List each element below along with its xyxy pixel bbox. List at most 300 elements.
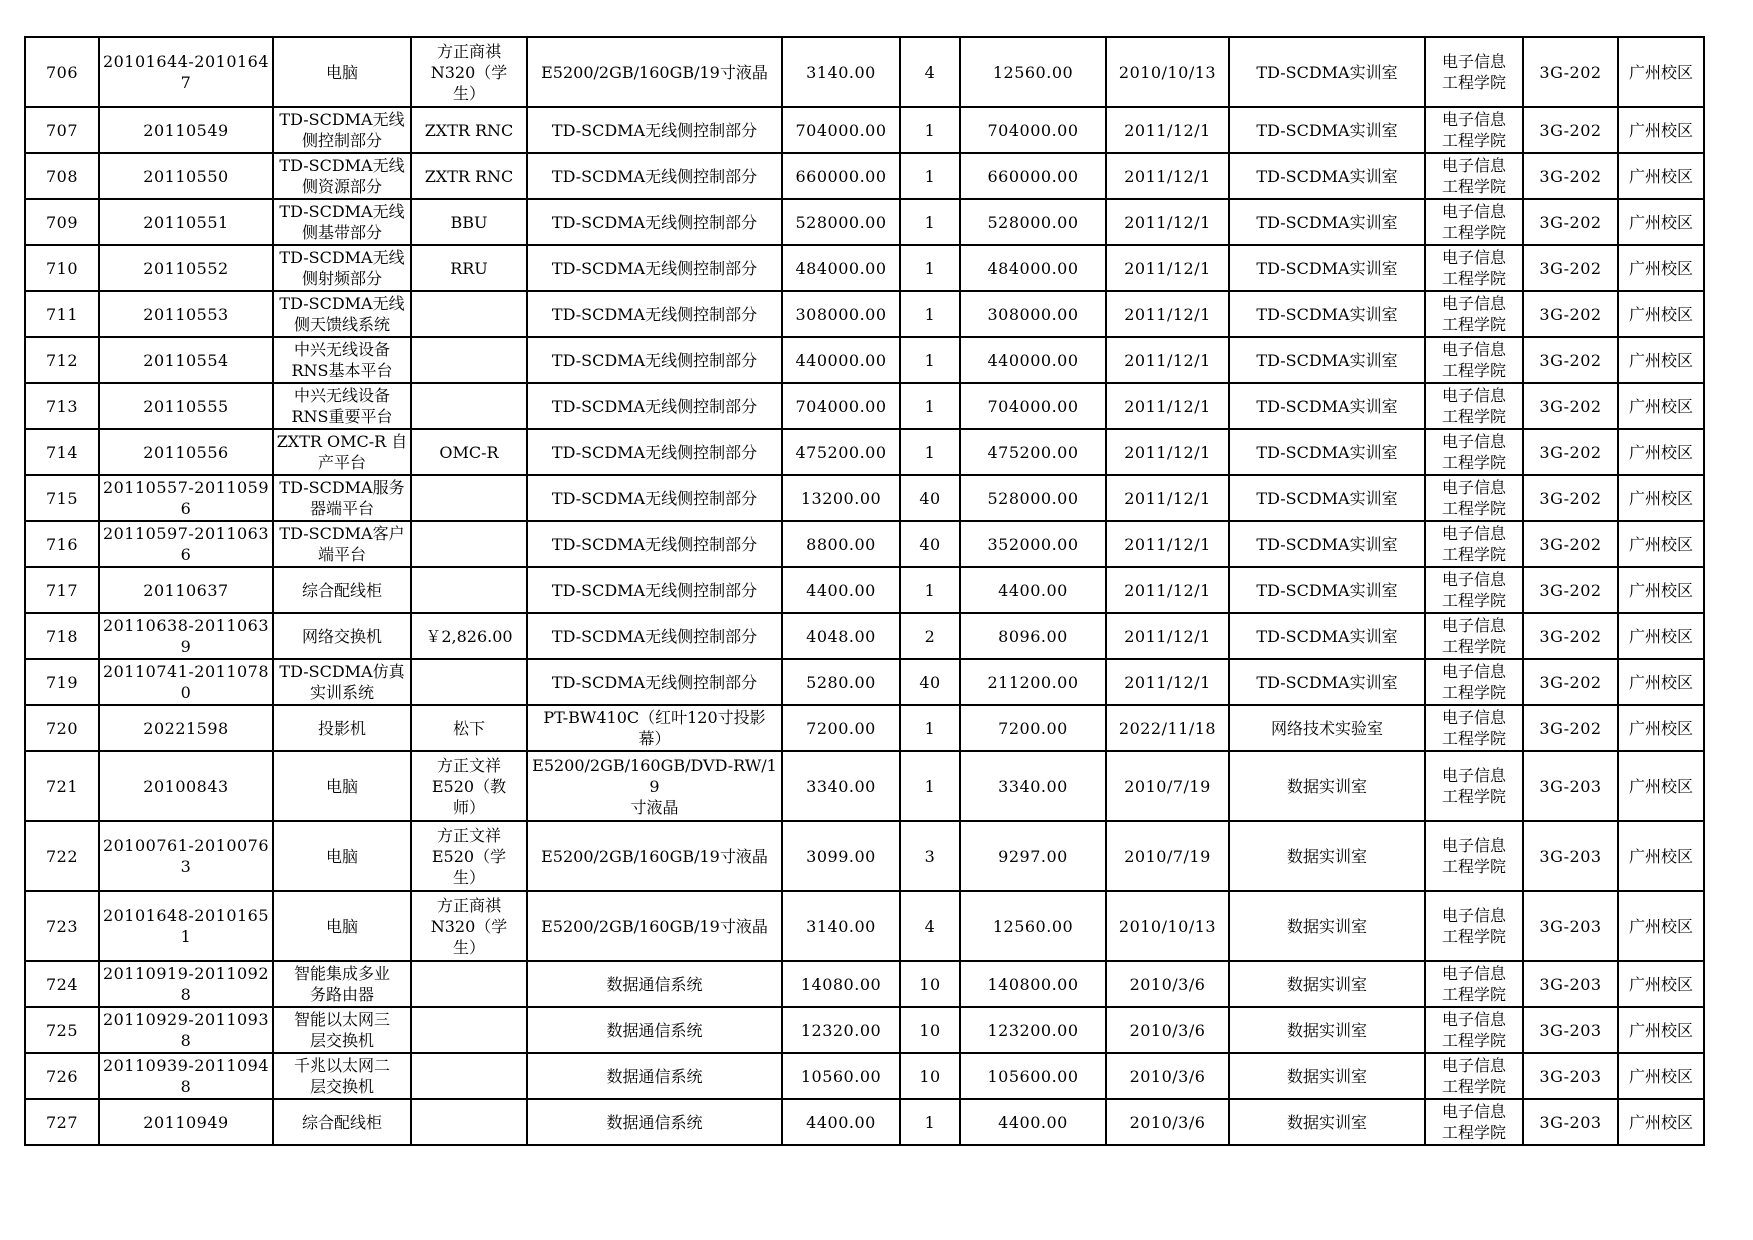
room-cell: 3G-203 <box>1523 1099 1618 1145</box>
unit-price-cell: 8800.00 <box>782 521 900 567</box>
asset-name-cell: 中兴无线设备 RNS重要平台 <box>273 383 411 429</box>
room-cell: 3G-203 <box>1523 751 1618 821</box>
quantity-cell: 10 <box>900 1007 960 1053</box>
campus-cell: 广州校区 <box>1618 567 1704 613</box>
total-price-cell: 105600.00 <box>960 1053 1106 1099</box>
row-number-cell: 720 <box>25 705 99 751</box>
table-row <box>25 429 1704 475</box>
model-cell <box>411 291 527 337</box>
unit-price-cell: 704000.00 <box>782 107 900 153</box>
row-number-cell: 713 <box>25 383 99 429</box>
unit-price-cell: 14080.00 <box>782 961 900 1007</box>
lab-cell: TD-SCDMA实训室 <box>1229 291 1425 337</box>
model-cell <box>411 1007 527 1053</box>
spec-cell: TD-SCDMA无线侧控制部分 <box>527 475 782 521</box>
asset-name-cell: TD-SCDMA无线 侧基带部分 <box>273 199 411 245</box>
table-row <box>25 383 1704 429</box>
total-price-cell: 123200.00 <box>960 1007 1106 1053</box>
department-cell: 电子信息 工程学院 <box>1425 1053 1523 1099</box>
spec-cell: TD-SCDMA无线侧控制部分 <box>527 153 782 199</box>
unit-price-cell: 7200.00 <box>782 705 900 751</box>
lab-cell: TD-SCDMA实训室 <box>1229 567 1425 613</box>
spec-cell: TD-SCDMA无线侧控制部分 <box>527 291 782 337</box>
asset-id-cell: 20101644-20101647 <box>99 37 273 107</box>
unit-price-cell: 3140.00 <box>782 891 900 961</box>
asset-name-cell: 电脑 <box>273 891 411 961</box>
purchase-date-cell: 2010/10/13 <box>1106 891 1229 961</box>
total-price-cell: 4400.00 <box>960 567 1106 613</box>
asset-id-cell: 20110552 <box>99 245 273 291</box>
asset-id-cell: 20110553 <box>99 291 273 337</box>
lab-cell: TD-SCDMA实训室 <box>1229 107 1425 153</box>
campus-cell: 广州校区 <box>1618 821 1704 891</box>
row-number-cell: 706 <box>25 37 99 107</box>
table-row <box>25 705 1704 751</box>
total-price-cell: 528000.00 <box>960 199 1106 245</box>
campus-cell: 广州校区 <box>1618 291 1704 337</box>
quantity-cell: 1 <box>900 705 960 751</box>
quantity-cell: 1 <box>900 107 960 153</box>
purchase-date-cell: 2010/7/19 <box>1106 751 1229 821</box>
row-number-cell: 711 <box>25 291 99 337</box>
spec-cell: TD-SCDMA无线侧控制部分 <box>527 567 782 613</box>
purchase-date-cell: 2011/12/1 <box>1106 567 1229 613</box>
model-cell: ￥2,826.00 <box>411 613 527 659</box>
room-cell: 3G-202 <box>1523 199 1618 245</box>
asset-name-cell: ZXTR OMC-R 自 产平台 <box>273 429 411 475</box>
department-cell: 电子信息 工程学院 <box>1425 153 1523 199</box>
campus-cell: 广州校区 <box>1618 659 1704 705</box>
lab-cell: 数据实训室 <box>1229 751 1425 821</box>
lab-cell: 数据实训室 <box>1229 961 1425 1007</box>
unit-price-cell: 484000.00 <box>782 245 900 291</box>
department-cell: 电子信息 工程学院 <box>1425 291 1523 337</box>
unit-price-cell: 308000.00 <box>782 291 900 337</box>
purchase-date-cell: 2010/3/6 <box>1106 1007 1229 1053</box>
campus-cell: 广州校区 <box>1618 613 1704 659</box>
row-number-cell: 721 <box>25 751 99 821</box>
asset-name-cell: 电脑 <box>273 751 411 821</box>
purchase-date-cell: 2011/12/1 <box>1106 429 1229 475</box>
model-cell: 方正商祺 N320（学 生） <box>411 37 527 107</box>
quantity-cell: 1 <box>900 291 960 337</box>
row-number-cell: 719 <box>25 659 99 705</box>
department-cell: 电子信息 工程学院 <box>1425 567 1523 613</box>
campus-cell: 广州校区 <box>1618 521 1704 567</box>
asset-id-cell: 20110550 <box>99 153 273 199</box>
row-number-cell: 716 <box>25 521 99 567</box>
asset-id-cell: 20110637 <box>99 567 273 613</box>
asset-id-cell: 20100843 <box>99 751 273 821</box>
model-cell <box>411 961 527 1007</box>
campus-cell: 广州校区 <box>1618 961 1704 1007</box>
total-price-cell: 704000.00 <box>960 107 1106 153</box>
asset-name-cell: 电脑 <box>273 37 411 107</box>
total-price-cell: 7200.00 <box>960 705 1106 751</box>
total-price-cell: 211200.00 <box>960 659 1106 705</box>
unit-price-cell: 3099.00 <box>782 821 900 891</box>
model-cell <box>411 1053 527 1099</box>
total-price-cell: 484000.00 <box>960 245 1106 291</box>
room-cell: 3G-202 <box>1523 291 1618 337</box>
row-number-cell: 712 <box>25 337 99 383</box>
lab-cell: 数据实训室 <box>1229 1053 1425 1099</box>
spec-cell: PT-BW410C（红叶120寸投影 幕） <box>527 705 782 751</box>
department-cell: 电子信息 工程学院 <box>1425 37 1523 107</box>
room-cell: 3G-202 <box>1523 337 1618 383</box>
department-cell: 电子信息 工程学院 <box>1425 751 1523 821</box>
model-cell: 方正文祥 E520（学 生） <box>411 821 527 891</box>
purchase-date-cell: 2010/10/13 <box>1106 37 1229 107</box>
model-cell <box>411 521 527 567</box>
asset-name-cell: TD-SCDMA仿真 实训系统 <box>273 659 411 705</box>
spec-cell: TD-SCDMA无线侧控制部分 <box>527 245 782 291</box>
row-number-cell: 726 <box>25 1053 99 1099</box>
lab-cell: TD-SCDMA实训室 <box>1229 613 1425 659</box>
table-row <box>25 153 1704 199</box>
spec-cell: TD-SCDMA无线侧控制部分 <box>527 659 782 705</box>
department-cell: 电子信息 工程学院 <box>1425 1007 1523 1053</box>
purchase-date-cell: 2011/12/1 <box>1106 659 1229 705</box>
lab-cell: 数据实训室 <box>1229 891 1425 961</box>
row-number-cell: 725 <box>25 1007 99 1053</box>
asset-name-cell: TD-SCDMA客户 端平台 <box>273 521 411 567</box>
total-price-cell: 475200.00 <box>960 429 1106 475</box>
asset-name-cell: 千兆以太网二 层交换机 <box>273 1053 411 1099</box>
unit-price-cell: 4048.00 <box>782 613 900 659</box>
model-cell: ZXTR RNC <box>411 107 527 153</box>
room-cell: 3G-203 <box>1523 961 1618 1007</box>
asset-id-cell: 20110949 <box>99 1099 273 1145</box>
table-row <box>25 521 1704 567</box>
row-number-cell: 707 <box>25 107 99 153</box>
row-number-cell: 723 <box>25 891 99 961</box>
campus-cell: 广州校区 <box>1618 245 1704 291</box>
asset-name-cell: 投影机 <box>273 705 411 751</box>
spec-cell: TD-SCDMA无线侧控制部分 <box>527 199 782 245</box>
spec-cell: TD-SCDMA无线侧控制部分 <box>527 107 782 153</box>
room-cell: 3G-202 <box>1523 705 1618 751</box>
asset-id-cell: 20110741-20110780 <box>99 659 273 705</box>
quantity-cell: 1 <box>900 199 960 245</box>
row-number-cell: 717 <box>25 567 99 613</box>
quantity-cell: 40 <box>900 659 960 705</box>
lab-cell: 网络技术实验室 <box>1229 705 1425 751</box>
asset-name-cell: 综合配线柜 <box>273 1099 411 1145</box>
department-cell: 电子信息 工程学院 <box>1425 245 1523 291</box>
room-cell: 3G-202 <box>1523 521 1618 567</box>
table-row <box>25 199 1704 245</box>
lab-cell: TD-SCDMA实训室 <box>1229 429 1425 475</box>
total-price-cell: 140800.00 <box>960 961 1106 1007</box>
campus-cell: 广州校区 <box>1618 153 1704 199</box>
department-cell: 电子信息 工程学院 <box>1425 199 1523 245</box>
quantity-cell: 1 <box>900 1099 960 1145</box>
asset-name-cell: TD-SCDMA无线 侧射频部分 <box>273 245 411 291</box>
lab-cell: TD-SCDMA实训室 <box>1229 199 1425 245</box>
total-price-cell: 12560.00 <box>960 37 1106 107</box>
table-row <box>25 245 1704 291</box>
purchase-date-cell: 2010/3/6 <box>1106 1053 1229 1099</box>
model-cell <box>411 383 527 429</box>
room-cell: 3G-202 <box>1523 613 1618 659</box>
model-cell: 方正文祥 E520（教 师） <box>411 751 527 821</box>
spec-cell: 数据通信系统 <box>527 1007 782 1053</box>
asset-name-cell: TD-SCDMA无线 侧资源部分 <box>273 153 411 199</box>
spec-cell: TD-SCDMA无线侧控制部分 <box>527 337 782 383</box>
campus-cell: 广州校区 <box>1618 1053 1704 1099</box>
asset-name-cell: 中兴无线设备 RNS基本平台 <box>273 337 411 383</box>
purchase-date-cell: 2010/3/6 <box>1106 1099 1229 1145</box>
table-row <box>25 751 1704 821</box>
quantity-cell: 10 <box>900 1053 960 1099</box>
asset-id-cell: 20110919-20110928 <box>99 961 273 1007</box>
spec-cell: E5200/2GB/160GB/19寸液晶 <box>527 37 782 107</box>
campus-cell: 广州校区 <box>1618 1099 1704 1145</box>
unit-price-cell: 704000.00 <box>782 383 900 429</box>
department-cell: 电子信息 工程学院 <box>1425 429 1523 475</box>
room-cell: 3G-203 <box>1523 891 1618 961</box>
asset-name-cell: TD-SCDMA服务 器端平台 <box>273 475 411 521</box>
purchase-date-cell: 2011/12/1 <box>1106 245 1229 291</box>
campus-cell: 广州校区 <box>1618 751 1704 821</box>
asset-id-cell: 20110549 <box>99 107 273 153</box>
table-row <box>25 821 1704 891</box>
spec-cell: TD-SCDMA无线侧控制部分 <box>527 521 782 567</box>
total-price-cell: 9297.00 <box>960 821 1106 891</box>
lab-cell: TD-SCDMA实训室 <box>1229 245 1425 291</box>
total-price-cell: 308000.00 <box>960 291 1106 337</box>
row-number-cell: 724 <box>25 961 99 1007</box>
table-body <box>25 37 1704 1145</box>
lab-cell: 数据实训室 <box>1229 821 1425 891</box>
table-row <box>25 1007 1704 1053</box>
campus-cell: 广州校区 <box>1618 475 1704 521</box>
department-cell: 电子信息 工程学院 <box>1425 383 1523 429</box>
department-cell: 电子信息 工程学院 <box>1425 659 1523 705</box>
purchase-date-cell: 2011/12/1 <box>1106 107 1229 153</box>
lab-cell: TD-SCDMA实训室 <box>1229 521 1425 567</box>
row-number-cell: 708 <box>25 153 99 199</box>
asset-id-cell: 20221598 <box>99 705 273 751</box>
campus-cell: 广州校区 <box>1618 37 1704 107</box>
table-row <box>25 891 1704 961</box>
table-row <box>25 567 1704 613</box>
table-row <box>25 659 1704 705</box>
model-cell <box>411 1099 527 1145</box>
room-cell: 3G-202 <box>1523 567 1618 613</box>
unit-price-cell: 12320.00 <box>782 1007 900 1053</box>
model-cell: OMC-R <box>411 429 527 475</box>
table-row <box>25 337 1704 383</box>
table-row <box>25 107 1704 153</box>
room-cell: 3G-202 <box>1523 37 1618 107</box>
room-cell: 3G-202 <box>1523 245 1618 291</box>
spec-cell: 数据通信系统 <box>527 961 782 1007</box>
asset-id-cell: 20110939-20110948 <box>99 1053 273 1099</box>
row-number-cell: 710 <box>25 245 99 291</box>
total-price-cell: 3340.00 <box>960 751 1106 821</box>
room-cell: 3G-202 <box>1523 659 1618 705</box>
quantity-cell: 1 <box>900 337 960 383</box>
department-cell: 电子信息 工程学院 <box>1425 891 1523 961</box>
campus-cell: 广州校区 <box>1618 199 1704 245</box>
total-price-cell: 12560.00 <box>960 891 1106 961</box>
unit-price-cell: 13200.00 <box>782 475 900 521</box>
asset-id-cell: 20110929-20110938 <box>99 1007 273 1053</box>
total-price-cell: 440000.00 <box>960 337 1106 383</box>
unit-price-cell: 10560.00 <box>782 1053 900 1099</box>
spec-cell: E5200/2GB/160GB/19寸液晶 <box>527 891 782 961</box>
asset-id-cell: 20110555 <box>99 383 273 429</box>
spec-cell: TD-SCDMA无线侧控制部分 <box>527 383 782 429</box>
room-cell: 3G-202 <box>1523 153 1618 199</box>
asset-name-cell: 智能集成多业 务路由器 <box>273 961 411 1007</box>
model-cell: RRU <box>411 245 527 291</box>
campus-cell: 广州校区 <box>1618 1007 1704 1053</box>
room-cell: 3G-203 <box>1523 1053 1618 1099</box>
asset-id-cell: 20110556 <box>99 429 273 475</box>
room-cell: 3G-202 <box>1523 383 1618 429</box>
asset-name-cell: TD-SCDMA无线 侧天馈线系统 <box>273 291 411 337</box>
department-cell: 电子信息 工程学院 <box>1425 821 1523 891</box>
asset-id-cell: 20110554 <box>99 337 273 383</box>
department-cell: 电子信息 工程学院 <box>1425 613 1523 659</box>
row-number-cell: 714 <box>25 429 99 475</box>
asset-id-cell: 20110597-20110636 <box>99 521 273 567</box>
lab-cell: TD-SCDMA实训室 <box>1229 153 1425 199</box>
quantity-cell: 1 <box>900 429 960 475</box>
model-cell: ZXTR RNC <box>411 153 527 199</box>
quantity-cell: 1 <box>900 383 960 429</box>
unit-price-cell: 475200.00 <box>782 429 900 475</box>
quantity-cell: 1 <box>900 245 960 291</box>
campus-cell: 广州校区 <box>1618 383 1704 429</box>
department-cell: 电子信息 工程学院 <box>1425 1099 1523 1145</box>
department-cell: 电子信息 工程学院 <box>1425 337 1523 383</box>
unit-price-cell: 5280.00 <box>782 659 900 705</box>
lab-cell: TD-SCDMA实训室 <box>1229 475 1425 521</box>
quantity-cell: 1 <box>900 153 960 199</box>
purchase-date-cell: 2011/12/1 <box>1106 153 1229 199</box>
spec-cell: 数据通信系统 <box>527 1053 782 1099</box>
room-cell: 3G-202 <box>1523 475 1618 521</box>
asset-id-cell: 20110551 <box>99 199 273 245</box>
asset-name-cell: 电脑 <box>273 821 411 891</box>
unit-price-cell: 3140.00 <box>782 37 900 107</box>
unit-price-cell: 528000.00 <box>782 199 900 245</box>
asset-name-cell: TD-SCDMA无线 侧控制部分 <box>273 107 411 153</box>
inventory-table <box>24 36 1705 1146</box>
quantity-cell: 2 <box>900 613 960 659</box>
department-cell: 电子信息 工程学院 <box>1425 107 1523 153</box>
department-cell: 电子信息 工程学院 <box>1425 961 1523 1007</box>
quantity-cell: 1 <box>900 751 960 821</box>
lab-cell: 数据实训室 <box>1229 1099 1425 1145</box>
quantity-cell: 1 <box>900 567 960 613</box>
unit-price-cell: 4400.00 <box>782 1099 900 1145</box>
campus-cell: 广州校区 <box>1618 429 1704 475</box>
spec-cell: TD-SCDMA无线侧控制部分 <box>527 613 782 659</box>
total-price-cell: 528000.00 <box>960 475 1106 521</box>
campus-cell: 广州校区 <box>1618 107 1704 153</box>
unit-price-cell: 440000.00 <box>782 337 900 383</box>
model-cell <box>411 659 527 705</box>
total-price-cell: 4400.00 <box>960 1099 1106 1145</box>
room-cell: 3G-202 <box>1523 107 1618 153</box>
row-number-cell: 718 <box>25 613 99 659</box>
model-cell: BBU <box>411 199 527 245</box>
quantity-cell: 4 <box>900 37 960 107</box>
total-price-cell: 704000.00 <box>960 383 1106 429</box>
table-row <box>25 961 1704 1007</box>
spec-cell: E5200/2GB/160GB/DVD-RW/19 寸液晶 <box>527 751 782 821</box>
unit-price-cell: 660000.00 <box>782 153 900 199</box>
total-price-cell: 8096.00 <box>960 613 1106 659</box>
unit-price-cell: 3340.00 <box>782 751 900 821</box>
purchase-date-cell: 2011/12/1 <box>1106 337 1229 383</box>
lab-cell: TD-SCDMA实训室 <box>1229 659 1425 705</box>
quantity-cell: 3 <box>900 821 960 891</box>
row-number-cell: 722 <box>25 821 99 891</box>
asset-name-cell: 智能以太网三 层交换机 <box>273 1007 411 1053</box>
purchase-date-cell: 2010/3/6 <box>1106 961 1229 1007</box>
department-cell: 电子信息 工程学院 <box>1425 705 1523 751</box>
room-cell: 3G-202 <box>1523 429 1618 475</box>
purchase-date-cell: 2011/12/1 <box>1106 291 1229 337</box>
room-cell: 3G-203 <box>1523 1007 1618 1053</box>
row-number-cell: 727 <box>25 1099 99 1145</box>
asset-name-cell: 综合配线柜 <box>273 567 411 613</box>
row-number-cell: 715 <box>25 475 99 521</box>
quantity-cell: 40 <box>900 475 960 521</box>
campus-cell: 广州校区 <box>1618 337 1704 383</box>
purchase-date-cell: 2010/7/19 <box>1106 821 1229 891</box>
table-row <box>25 475 1704 521</box>
campus-cell: 广州校区 <box>1618 705 1704 751</box>
asset-id-cell: 20110638-20110639 <box>99 613 273 659</box>
quantity-cell: 4 <box>900 891 960 961</box>
model-cell <box>411 567 527 613</box>
table-row <box>25 1053 1704 1099</box>
purchase-date-cell: 2022/11/18 <box>1106 705 1229 751</box>
purchase-date-cell: 2011/12/1 <box>1106 199 1229 245</box>
department-cell: 电子信息 工程学院 <box>1425 521 1523 567</box>
table-row <box>25 37 1704 107</box>
total-price-cell: 660000.00 <box>960 153 1106 199</box>
campus-cell: 广州校区 <box>1618 891 1704 961</box>
asset-id-cell: 20110557-20110596 <box>99 475 273 521</box>
unit-price-cell: 4400.00 <box>782 567 900 613</box>
asset-id-cell: 20100761-20100763 <box>99 821 273 891</box>
model-cell <box>411 337 527 383</box>
quantity-cell: 10 <box>900 961 960 1007</box>
row-number-cell: 709 <box>25 199 99 245</box>
lab-cell: TD-SCDMA实训室 <box>1229 383 1425 429</box>
spec-cell: E5200/2GB/160GB/19寸液晶 <box>527 821 782 891</box>
table-row <box>25 613 1704 659</box>
model-cell: 松下 <box>411 705 527 751</box>
lab-cell: TD-SCDMA实训室 <box>1229 37 1425 107</box>
table-row <box>25 1099 1704 1145</box>
purchase-date-cell: 2011/12/1 <box>1106 383 1229 429</box>
purchase-date-cell: 2011/12/1 <box>1106 613 1229 659</box>
purchase-date-cell: 2011/12/1 <box>1106 475 1229 521</box>
department-cell: 电子信息 工程学院 <box>1425 475 1523 521</box>
lab-cell: TD-SCDMA实训室 <box>1229 337 1425 383</box>
spec-cell: 数据通信系统 <box>527 1099 782 1145</box>
quantity-cell: 40 <box>900 521 960 567</box>
